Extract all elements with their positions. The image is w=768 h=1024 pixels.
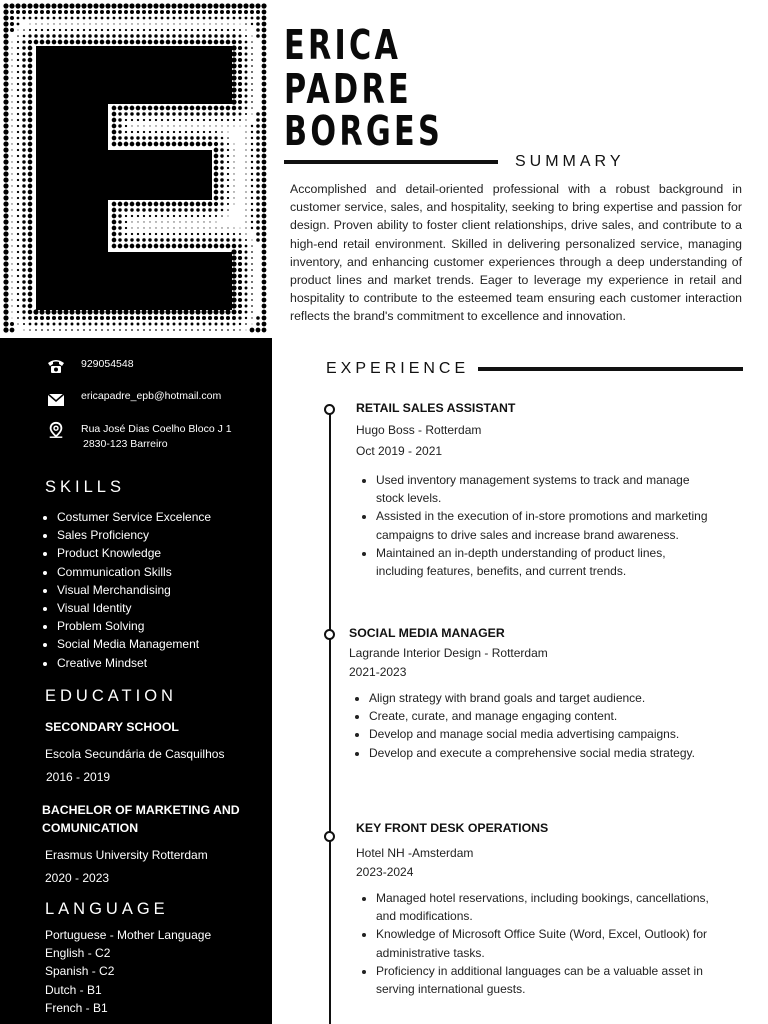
job-company-3: Hotel NH -Amsterdam — [356, 846, 474, 860]
email-address: ericapadre_epb@hotmail.com — [81, 390, 222, 402]
experience-title: EXPERIENCE — [326, 360, 470, 377]
language-item: Spanish - C2 — [45, 964, 115, 979]
skill-item: • Visual Merchandising — [57, 581, 211, 599]
skills-title: SKILLS — [45, 478, 125, 496]
skill-item: • Communication Skills — [57, 563, 211, 581]
envelope-icon — [46, 391, 66, 409]
skill-item: • Problem Solving — [57, 617, 211, 635]
education-years-1: 2016 - 2019 — [46, 770, 111, 784]
language-title: LANGUAGE — [45, 900, 169, 918]
education-school-2: Erasmus University Rotterdam — [45, 848, 208, 862]
name-first: ERICA — [284, 21, 402, 69]
list-item: • Knowledge of Microsoft Office Suite (Word, Excel, Outlook) for administrative tasks. — [376, 925, 716, 961]
skill-item: • Social Media Management — [57, 635, 211, 653]
job-bullets-2 — [349, 689, 709, 762]
skill-item: • Costumer Service Excelence — [57, 508, 211, 526]
education-degree-2-line-2: COMUNICATION — [42, 821, 139, 835]
job-title-2: SOCIAL MEDIA MANAGER — [349, 626, 505, 640]
language-item: Portuguese - Mother Language — [45, 928, 212, 942]
job-bullets-1 — [356, 471, 716, 580]
address-line-1: Rua José Dias Coelho Bloco J 1 — [81, 423, 232, 435]
job-dates-1: Oct 2019 - 2021 — [356, 444, 443, 458]
job-dates-2: 2021-2023 — [349, 665, 407, 679]
summary-rule — [284, 160, 498, 164]
address-line-2: 2830-123 Barreiro — [83, 438, 168, 450]
job-title-1: RETAIL SALES ASSISTANT — [356, 401, 516, 415]
timeline-line — [329, 409, 331, 1024]
language-list — [45, 926, 211, 1017]
experience-rule — [478, 367, 743, 371]
list-item: • Create, curate, and manage engaging content. — [369, 707, 709, 725]
list-item: • Develop and execute a comprehensive social media strategy. — [369, 744, 709, 762]
education-years-2: 2020 - 2023 — [45, 871, 110, 885]
language-item: English - C2 — [45, 946, 111, 961]
education-degree-2-line-1: BACHELOR OF MARKETING AND — [42, 803, 240, 817]
education-title: EDUCATION — [45, 687, 177, 705]
skill-item: • Creative Mindset — [57, 654, 211, 672]
phone-number: 929054548 — [81, 358, 134, 370]
monogram-halftone-e — [0, 0, 272, 338]
summary-title: SUMMARY — [515, 153, 625, 170]
education-degree-1: SECONDARY SCHOOL — [45, 720, 179, 734]
list-item: • Used inventory management systems to track and manage stock levels. — [376, 471, 716, 507]
list-item: • Managed hotel reservations, including bookings, cancellations, and modifications. — [376, 889, 716, 925]
skill-item: • Visual Identity — [57, 599, 211, 617]
language-item: French - B1 — [45, 1000, 108, 1015]
list-item: • Align strategy with brand goals and target audience. — [369, 689, 709, 707]
list-item: • Proficiency in additional languages can be a valuable asset in serving international guests. — [376, 962, 716, 998]
name-last: BORGES — [284, 107, 444, 155]
monogram-graphic — [0, 0, 272, 338]
skill-item: • Product Knowledge — [57, 544, 211, 562]
education-school-1: Escola Secundária de Casquilhos — [45, 747, 225, 761]
language-item: Dutch - B1 — [45, 982, 102, 997]
list-item: • Assisted in the execution of in-store promotions and marketing campaigns to drive sales and increase brand awareness. — [376, 507, 716, 543]
timeline-node — [324, 629, 335, 640]
timeline-node — [324, 831, 335, 842]
skill-item: • Sales Proficiency — [57, 526, 211, 544]
summary-text: Accomplished and detail-oriented professional with a robust background in customer service, sales, and hospitality, seeking to bring expertise and passion for design. Proven ability to foster client relationships, drive sales, and contribute to a high-end retail environment. Skilled in delivering personalized service, managing inventory, and enhancing customer experiences through a deep understanding of product lines and market trends. Eager to leverage my experience in retail and hospitality to contribute to the esteemed team ensuring each customer interaction reflects the brand's commitment to excellence and innovation. — [290, 182, 742, 324]
phone-icon — [46, 357, 66, 375]
job-company-1: Hugo Boss - Rotterdam — [356, 423, 482, 437]
job-dates-3: 2023-2024 — [356, 865, 414, 879]
location-pin-icon — [46, 421, 66, 439]
job-company-2: Lagrande Interior Design - Rotterdam — [349, 646, 548, 660]
job-bullets-3 — [356, 889, 716, 998]
skills-list — [40, 508, 211, 672]
timeline-node — [324, 404, 335, 415]
job-title-3: KEY FRONT DESK OPERATIONS — [356, 821, 549, 835]
list-item: • Develop and manage social media advertising campaigns. — [369, 725, 709, 743]
list-item: • Maintained an in-depth understanding of product lines, including features, benefits, and current trends. — [376, 544, 716, 580]
name-middle: PADRE — [284, 65, 412, 113]
